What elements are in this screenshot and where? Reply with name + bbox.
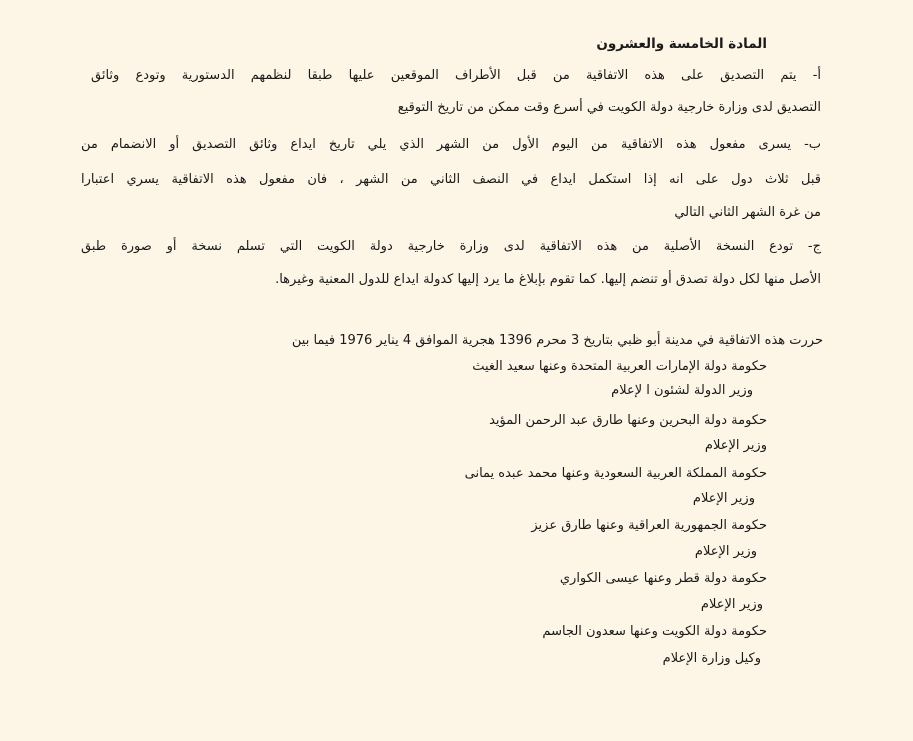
para-b-line-3: من غرة الشهر الثاني التالي bbox=[674, 205, 821, 220]
signatory-1-govt: حكومة دولة الإمارات العربية المتحدة وعنها سعيد الغيث bbox=[472, 359, 767, 374]
signatory-5-title: وزير الإعلام bbox=[700, 597, 763, 612]
para-a-line-1: أ- يتم التصديق على هذه الاتفاقية من قبل الأطراف الموقعين عليها طبقا لنظمهم الدستورية وتودع وثائق bbox=[91, 68, 821, 83]
signatory-3-govt: حكومة المملكة العربية السعودية وعنها محمد عبده يمانى bbox=[464, 466, 767, 481]
signing-intro: حررت هذه الاتفاقية في مدينة أبو ظبي بتاريخ 3 محرم 1396 هجرية الموافق 4 يناير 1976 فيما بين bbox=[291, 333, 823, 348]
para-b-line-1: ب- يسرى مفعول هذه الاتفاقية من اليوم الأول من الشهر الذي يلي تاريخ ايداع وثائق التصديق أو الانضمام من bbox=[81, 137, 821, 152]
para-b-line-2: قبل ثلاث دول على انه إذا استكمل ايداع في النصف الثاني من الشهر ، فان مفعول هذه الاتفاقية يسري اعتبارا bbox=[81, 172, 821, 187]
signatory-4-title: وزير الإعلام bbox=[694, 544, 757, 559]
para-c-line-2: الأصل منها لكل دولة تصدق أو تنضم إليها. كما تقوم بإبلاغ ما يرد إليها كدولة ايداع للدول المعنية وغيرها. bbox=[275, 272, 821, 287]
article-title: المادة الخامسة والعشرون bbox=[596, 36, 767, 52]
para-c-line-1: ج- تودع النسخة الأصلية من هذه الاتفاقية لدى وزارة خارجية دولة الكويت التي تسلم نسخة أو صورة طبق bbox=[81, 239, 821, 254]
signatory-5-govt: حكومة دولة قطر وعنها عيسى الكواري bbox=[559, 571, 767, 586]
signatory-3-title: وزير الإعلام bbox=[692, 491, 755, 506]
signatory-1-title: وزير الدولة لشئون ا لإعلام bbox=[611, 383, 753, 398]
signatory-2-title: وزير الإعلام bbox=[704, 438, 767, 453]
signatory-6-title: وكيل وزارة الإعلام bbox=[662, 651, 761, 666]
para-a-line-2: التصديق لدى وزارة خارجية دولة الكويت في أسرع وقت ممكن من تاريخ التوقيع bbox=[397, 100, 821, 115]
signatory-2-govt: حكومة دولة البحرين وعنها طارق عبد الرحمن المؤيد bbox=[489, 413, 767, 428]
signatory-6-govt: حكومة دولة الكويت وعنها سعدون الجاسم bbox=[542, 624, 767, 639]
signatory-4-govt: حكومة الجمهورية العراقية وعنها طارق عزيز bbox=[531, 518, 767, 533]
